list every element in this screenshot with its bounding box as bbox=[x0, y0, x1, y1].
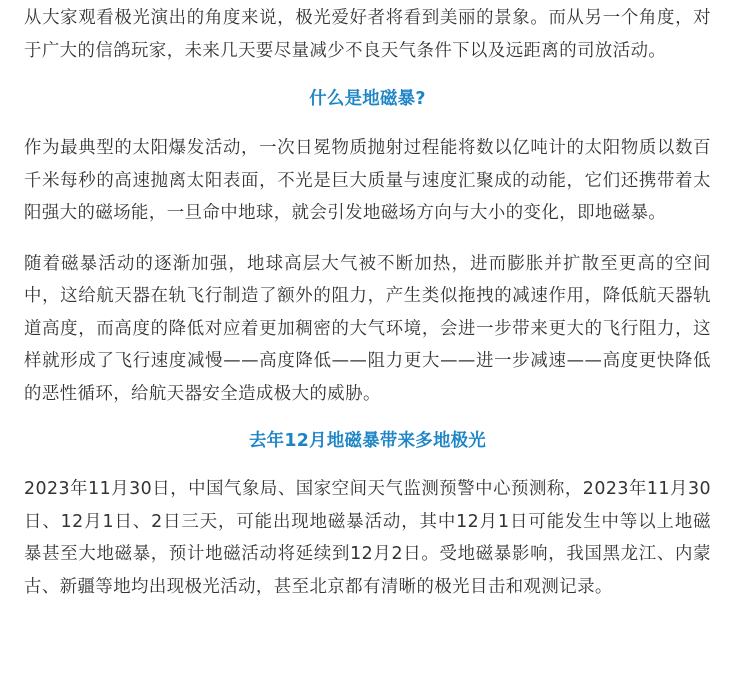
section-heading-december-aurora: 去年12月地磁暴带来多地极光 bbox=[248, 431, 487, 451]
paragraph-spacecraft-drag: 随着磁暴活动的逐渐加强，地球高层大气被不断加热，进而膨胀并扩散至更高的空间中，这给航天器在轨飞行制造了额外的阻力，产生类似拖拽的减速作用，降低航天器轨道高度，而高度的降低对应着更加稠密的大气环境，会进一步带来更大的飞行阻力，这样就形成了飞行速度减慢——高度降低——阻力更大——进一步减速——高度更快降低的恶性循环，给航天器安全造成极大的威胁。 bbox=[24, 253, 711, 404]
paragraph-aurora-intro: 从大家观看极光演出的角度来说，极光爱好者将看到美丽的景象。而从另一个角度，对于广大的信鸽玩家，未来几天要尽量减少不良天气条件下以及远距离的司放活动。 bbox=[24, 8, 711, 61]
paragraph-december-forecast: 2023年11月30日，中国气象局、国家空间天气监测预警中心预测称，2023年11月30日、12月1日、2日三天，可能出现地磁暴活动，其中12月1日可能发生中等以上地磁暴甚至大地磁暴，预计地磁活动将延续到12月2日。受地磁暴影响，我国黑龙江、内蒙古、新疆等地均出现极光活动，甚至北京都有清晰的极光目击和观测记录。 bbox=[24, 479, 711, 597]
paragraph-cme-explanation: 作为最典型的太阳爆发活动，一次日冕物质抛射过程能将数以亿吨计的太阳物质以数百千米每秒的高速抛离太阳表面，不光是巨大质量与速度汇聚成的动能，它们还携带着太阳强大的磁场能，一旦命中地球，就会引发地磁场方向与大小的变化，即地磁暴。 bbox=[24, 138, 711, 223]
section-heading-what-is-geomagnetic-storm: 什么是地磁暴? bbox=[309, 89, 426, 109]
